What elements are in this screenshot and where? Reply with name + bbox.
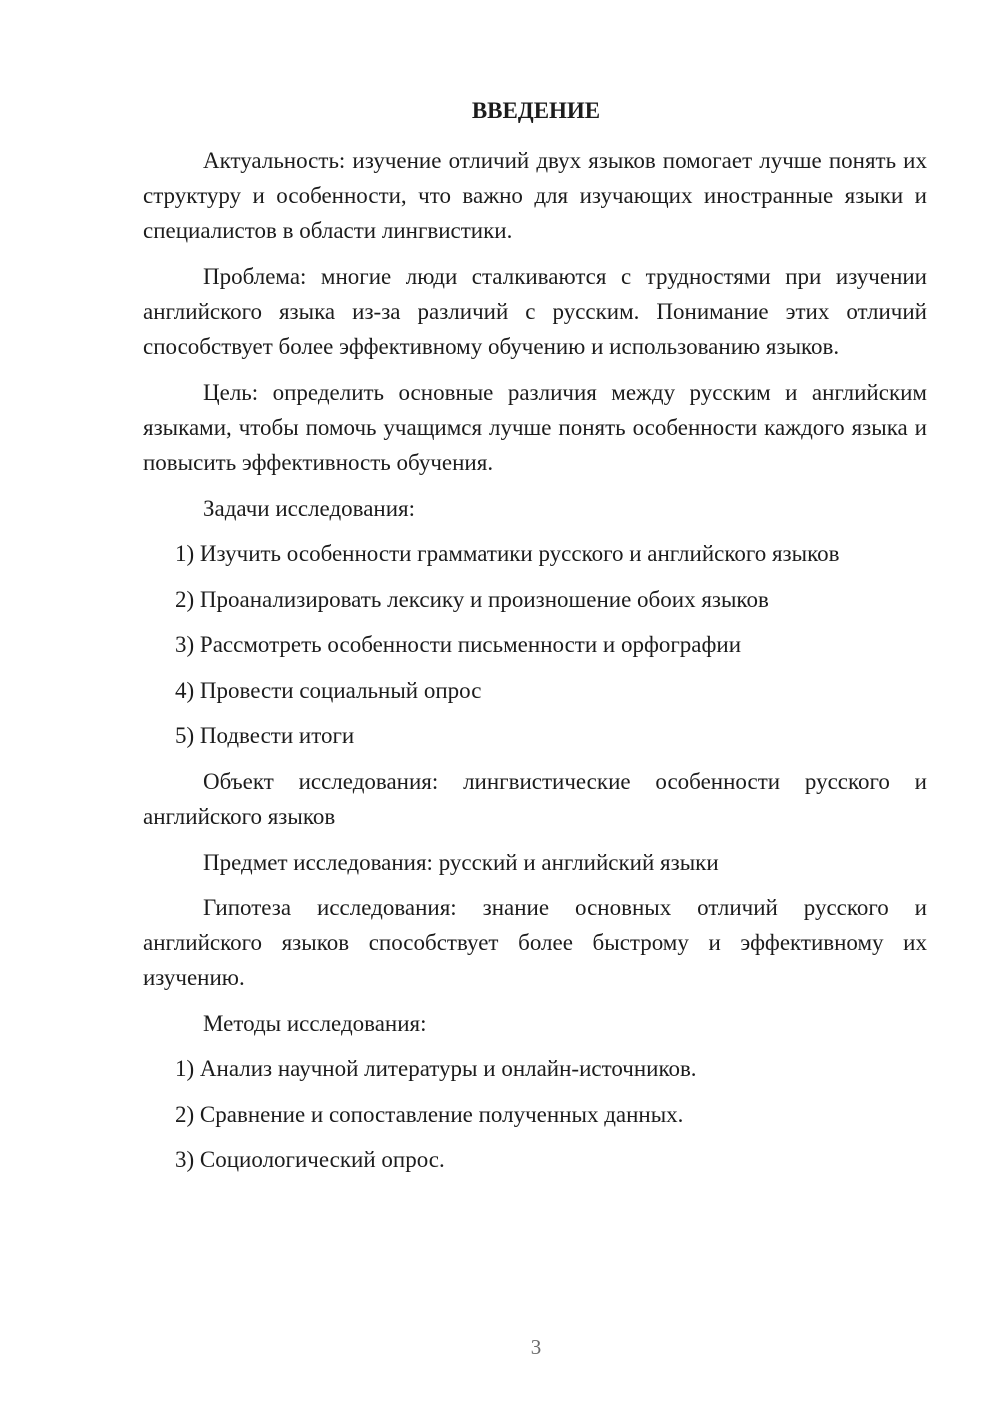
methods-heading: Методы исследования:: [203, 1011, 427, 1036]
hypothesis-paragraph: Гипотеза исследования: знание основных отличий русского и английского языков способствует более быстрому и эффективному их изучению.: [143, 895, 927, 990]
task-item-4: 4) Провести социальный опрос: [175, 678, 482, 703]
task-item-3: 3) Рассмотреть особенности письменности и орфографии: [175, 632, 742, 657]
problem-paragraph: Проблема: многие люди сталкиваются с трудностями при изучении английского языка из-за различий с русским. Понимание этих отличий способствует более эффективному обучению и использованию языков.: [143, 264, 927, 359]
task-item-5: 5) Подвести итоги: [175, 723, 355, 748]
section-heading: ВВЕДЕНИЕ: [471, 98, 601, 123]
task-item-1: 1) Изучить особенности грамматики русского и английского языков: [175, 541, 840, 566]
relevance-paragraph: Актуальность: изучение отличий двух языков помогает лучше понять их структуру и особенности, что важно для изучающих иностранные языки и специалистов в области лингвистики.: [143, 148, 927, 243]
task-item-2: 2) Проанализировать лексику и произношение обоих языков: [175, 587, 769, 612]
tasks-heading: Задачи исследования:: [203, 496, 416, 521]
method-item-3: 3) Социологический опрос.: [175, 1147, 445, 1172]
method-item-2: 2) Сравнение и сопоставление полученных данных.: [175, 1102, 684, 1127]
object-paragraph: Объект исследования: лингвистические особенности русского и английского языков: [143, 769, 927, 829]
goal-paragraph: Цель: определить основные различия между русским и английским языками, чтобы помочь учащимся лучше понять особенности каждого языка и повысить эффективность обучения.: [143, 380, 927, 475]
page-number: 3: [530, 1335, 542, 1359]
subject-paragraph: Предмет исследования: русский и английский языки: [203, 850, 719, 875]
method-item-1: 1) Анализ научной литературы и онлайн-источников.: [175, 1056, 697, 1081]
